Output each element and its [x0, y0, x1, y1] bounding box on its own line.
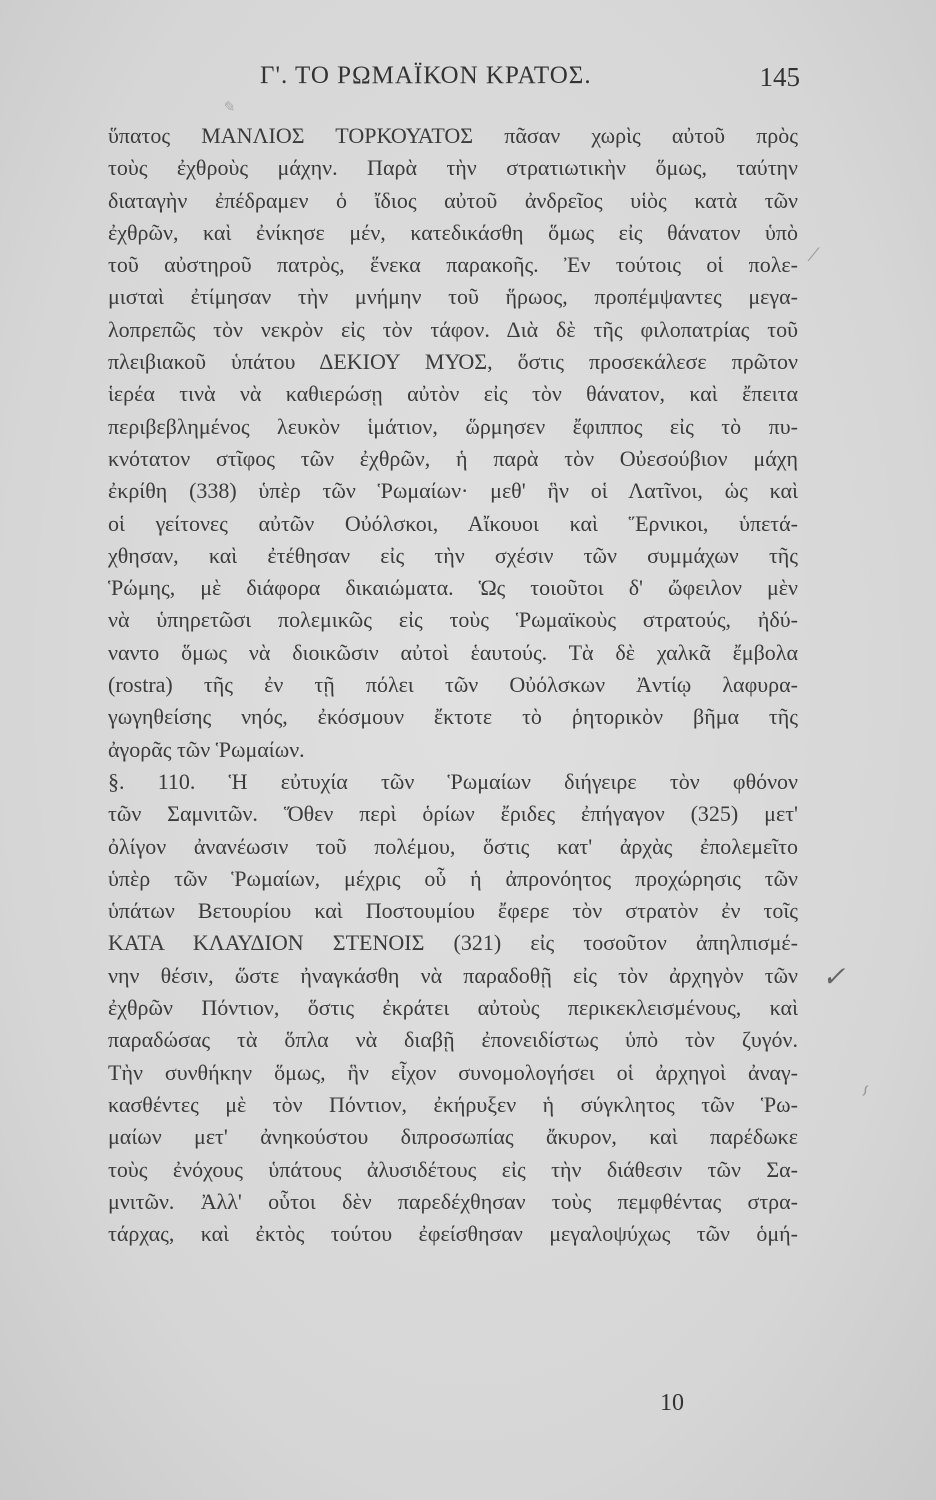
- text-line: ἐχθρῶν Πόντιον, ὅστις ἐκράτει αὐτοὺς περικεκλεισμένους, καὶ: [108, 995, 798, 1021]
- text-line: νην θέσιν, ὥστε ἠναγκάσθη νὰ παραδοθῇ εἰς τὸν ἀρχηγὸν τῶν: [108, 962, 798, 988]
- page-header: [110, 62, 800, 102]
- text-line: τοὺς ἐνόχους ὑπάτους ἀλυσιδέτους εἰς τὴν διάθεσιν τῶν Σα-: [108, 1156, 798, 1182]
- text-line: ἱερέα τινὰ νὰ καθιερώσῃ αὐτὸν εἰς τὸν θάνατον, καὶ ἔπειτα: [108, 381, 798, 407]
- text-line: μαίων μετ' ἀνηκούστου διπροσωπίας ἄκυρον, καὶ παρέδωκε: [108, 1124, 798, 1150]
- text-line: οἱ γείτονες αὐτῶν Οὐόλσκοι, Αἴκουοι καὶ Ἕρνικοι, ὑπετά-: [108, 510, 798, 536]
- text-line: ὑπάτων Βετουρίου καὶ Ποστουμίου ἔφερε τὸν στρατὸν ἐν τοῖς: [108, 898, 798, 924]
- text-line: τοῦ αὐστηροῦ πατρὸς, ἕνεκα παρακοῆς. Ἐν τούτοις οἱ πολε-: [108, 252, 798, 278]
- page-number: 145: [759, 62, 800, 92]
- text-line: παραδώσας τὰ ὅπλα νὰ διαβῇ ἐπονειδίστως ὑπὸ τὸν ζυγόν.: [108, 1027, 798, 1053]
- text-line: γωγηθείσης νηός, ἐκόσμουν ἔκτοτε τὸ ῥητορικὸν βῆμα τῆς: [108, 704, 798, 730]
- text-line: κασθέντες μὲ τὸν Πόντιον, ἐκήρυξεν ἡ σύγκλητος τῶν Ῥω-: [108, 1091, 798, 1117]
- text-line: τῶν Σαμνιτῶν. Ὅθεν περὶ ὁρίων ἔριδες ἐπήγαγον (325) μετ': [108, 801, 798, 827]
- text-line: Τὴν συνθήκην ὅμως, ἣν εἶχον συνομολογήσει οἱ ἀρχηγοὶ ἀναγ-: [108, 1059, 798, 1085]
- text-line: περιβεβλημένος λευκὸν ἱμάτιον, ὥρμησεν ἔφιππος εἰς τὸ πυ-: [108, 413, 798, 439]
- text-line: ὕπατος ΜΑΝΛΙΟΣ ΤΟΡΚΟΥΑΤΟΣ πᾶσαν χωρὶς αὐτοῦ πρὸς: [108, 123, 798, 148]
- text-line: νὰ ὑπηρετῶσι πολεμικῶς εἰς τοὺς Ῥωμαϊκοὺς στρατούς, ἠδύ-: [108, 607, 798, 633]
- text-line: τάρχας, καὶ ἐκτὸς τούτου ἐφείσθησαν μεγαλοψύχως τῶν ὁμή-: [108, 1221, 798, 1247]
- text-line: διαταγὴν ἐπέδραμεν ὁ ἴδιος αὐτοῦ ἀνδρεῖος υἱὸς κατὰ τῶν: [108, 187, 798, 213]
- text-line: Ῥώμης, μὲ διάφορα δικαιώματα. Ὡς τοιοῦτοι δ' ὤφειλον μὲν: [108, 575, 798, 601]
- section-heading-line: §. 110. Ἡ εὐτυχία τῶν Ῥωμαίων διήγειρε τὸν φθόνον: [108, 768, 798, 794]
- text-line: κνότατον στῖφος τῶν ἐχθρῶν, ἡ παρὰ τὸν Οὐεσούβιον μάχη: [108, 445, 798, 471]
- pencil-annotation-top: ✎: [221, 97, 236, 117]
- text-line: ΚΑΤΑ ΚΛΑΥΔΙΟΝ ΣΤΕΝΟΙΣ (321) εἰς τοσοῦτον ἀπηλπισμέ-: [108, 930, 798, 956]
- pencil-annotation-margin-lower: ∽: [853, 1079, 878, 1102]
- text-line: (rostra) τῆς ἐν τῇ πόλει τῶν Οὐόλσκων Ἀντίῳ λαφυρα-: [108, 672, 798, 698]
- text-line: μισταὶ ἐτίμησαν τὴν μνήμην τοῦ ἥρωος, προπέμψαντες μεγα-: [108, 284, 798, 310]
- text-line: ἐχθρῶν, καὶ ἐνίκησε μέν, κατεδικάσθη ὅμως εἰς θάνατον ὑπὸ: [108, 219, 798, 245]
- text-line: χθησαν, καὶ ἐτέθησαν εἰς τὴν σχέσιν τῶν συμμάχων τῆς: [108, 542, 798, 568]
- text-line: τοὺς ἐχθροὺς μάχην. Παρὰ τὴν στρατιωτικὴν ὅμως, ταύτην: [108, 155, 798, 181]
- text-line: μνιτῶν. Ἀλλ' οὗτοι δὲν παρεδέχθησαν τοὺς πεμφθέντας στρα-: [108, 1188, 798, 1214]
- body-text: [108, 120, 798, 1250]
- pencil-annotation-margin-right: ⁄: [812, 245, 816, 266]
- text-line-paragraph-end: ἀγορᾶς τῶν Ῥωμαίων.: [108, 736, 305, 762]
- printer-signature-mark: 10: [660, 1390, 684, 1416]
- pencil-tick-mark: ✓: [822, 960, 846, 993]
- text-line: λοπρεπῶς τὸν νεκρὸν εἰς τὸν τάφον. Διὰ δὲ τῆς φιλοπατρίας τοῦ: [108, 316, 798, 342]
- text-line: ναντο ὅμως νὰ διοικῶσιν αὐτοὶ ἑαυτούς. Τὰ δὲ χαλκᾶ ἔμβολα: [108, 639, 798, 665]
- text-line: ὀλίγον ἀνανέωσιν τοῦ πολέμου, ὅστις κατ' ἀρχὰς ἐπολεμεῖτο: [108, 833, 798, 859]
- text-line: ὑπὲρ τῶν Ῥωμαίων, μέχρις οὗ ἡ ἀπρονόητος προχώρησις τῶν: [108, 865, 798, 891]
- running-head: Γ'. ΤΟ ΡΩΜΑΪΚΟΝ ΚΡΑΤΟΣ.: [260, 62, 592, 89]
- text-line: ἐκρίθη (338) ὑπὲρ τῶν Ῥωμαίων· μεθ' ἣν οἱ Λατῖνοι, ὡς καὶ: [108, 478, 798, 504]
- text-line: πλειβιακοῦ ὑπάτου ΔΕΚΙΟΥ ΜΥΟΣ, ὅστις προσεκάλεσε πρῶτον: [108, 349, 798, 375]
